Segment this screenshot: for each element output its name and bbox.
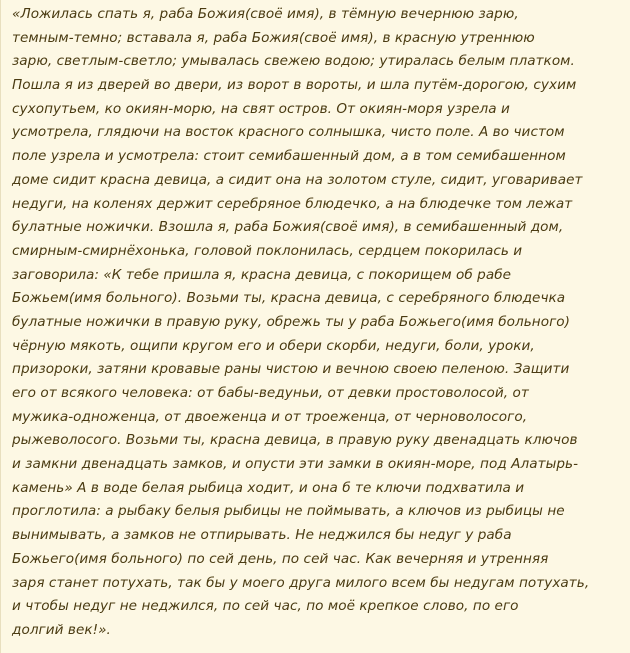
text-line-26: и чтобы недуг не неджился, по сей час, по моё крепкое слово, по его xyxy=(12,598,519,615)
text-line-24: Божьего(имя больного) по сей день, по сей час. Как вечерняя и утренняя xyxy=(12,550,549,567)
text-line-2: темным-темно; вставала я, раба Божия(своё имя), в красную утреннюю xyxy=(12,29,535,46)
text-line-8: доме сидит красна девица, а сидит она на золотом стуле, сидит, уговаривает xyxy=(12,171,583,188)
text-line-27: долгий век!». xyxy=(12,621,111,638)
text-line-3: зарю, светлым-светло; умывалась свежею водою; утиралась белым платком. xyxy=(12,53,575,70)
text-line-4: Пошла я из дверей во двери, из ворот в вороты, и шла путём-дорогою, сухим xyxy=(12,77,577,94)
text-line-20: и замкни двенадцать замков, и опусти эти замки в окиян-море, под Алатырь- xyxy=(12,456,579,473)
text-line-12: заговорила: «К тебе пришла я, красна девица, с покорищем об рабе xyxy=(12,266,512,283)
text-line-17: его от всякого человека: от бабы-ведуньи, от девки простоволосой, от xyxy=(12,385,529,401)
text-line-25: заря станет потухать, так бы у моего друга милого всем бы недугам потухать, xyxy=(12,574,590,591)
text-line-13: Божьем(имя больного). Возьми ты, красна девица, с серебряного блюдечка xyxy=(12,290,566,307)
text-line-5: сухопутьем, ко окиян-морю, на свят остров. От окиян-моря узрела и xyxy=(12,100,510,117)
text-line-22: проглотила: а рыбаку белыя рыбицы не поймывать, а ключов из рыбицы не xyxy=(12,503,565,520)
text-line-23: вынимывать, а замков не отпирывать. Не неджился бы недуг у раба xyxy=(12,527,512,544)
text-line-7: поле узрела и усмотрела: стоит семибашенный дом, а в том семибашенном xyxy=(12,148,566,165)
text-line-18: мужика-одноженца, от двоеженца и от троеженца, от черноволосого, xyxy=(12,408,528,425)
text-line-11: смирным-смирнёхонька, головой поклонилась, сердцем покорилась и xyxy=(12,242,523,259)
text-line-1: «Ложилась спать я, раба Божия(своё имя), в тёмную вечернюю зарю, xyxy=(12,6,519,22)
text-line-15: чёрную мякоть, ощипи кругом его и обери скорби, недуги, боли, уроки, xyxy=(12,337,535,354)
text-line-19: рыжеволосого. Возьми ты, красна девица, в правую руку двенадцать ключов xyxy=(12,432,578,449)
prayer-text xyxy=(12,3,627,643)
text-line-21: камень» А в воде белая рыбица ходит, и она б те ключи подхватила и xyxy=(12,479,525,496)
text-line-16: призороки, затяни кровавые раны чистою и вечною своею пеленою. Защити xyxy=(12,361,570,378)
text-line-10: булатные ножички. Взошла я, раба Божия(своё имя), в семибашенный дом, xyxy=(12,219,564,236)
text-line-6: усмотрела, глядючи на восток красного солнышка, чисто поле. А во чистом xyxy=(12,124,565,141)
text-line-14: булатные ножички в правую руку, обрежь ты у раба Божьего(имя больного) xyxy=(12,313,571,330)
text-line-9: недуги, на коленях держит серебряное блюдечко, а на блюдечке том лежат xyxy=(12,195,573,212)
